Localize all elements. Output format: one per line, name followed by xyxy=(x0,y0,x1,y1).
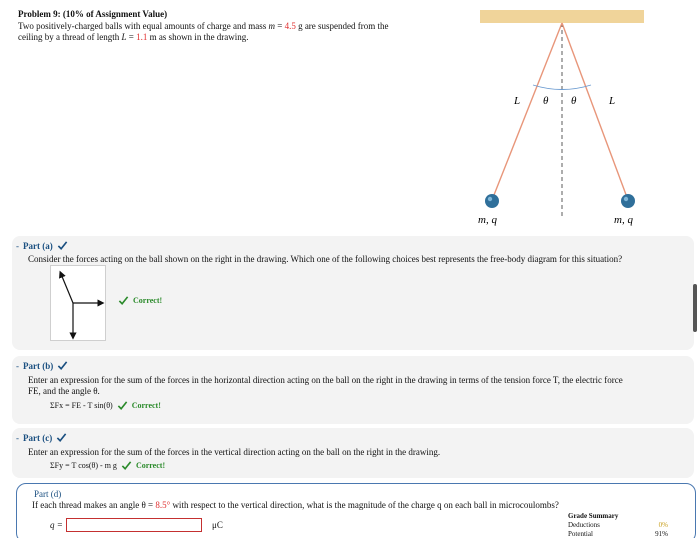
charge-answer-input[interactable] xyxy=(66,518,202,532)
part-b-label: Part (b) xyxy=(23,360,54,371)
grade-summary-title: Grade Summary xyxy=(568,512,619,520)
part-d-angle: 8.5° xyxy=(155,500,171,510)
part-c-question: Enter an expression for the sum of the forces in the vertical direction acting on the ball on the right in the drawing. xyxy=(28,447,441,457)
length-variable: L xyxy=(121,32,127,42)
length-equals: = xyxy=(126,32,137,42)
part-d-question-b: with respect to the vertical direction, what is the magnitude of the charge q on each ball in microcoulombs? xyxy=(170,500,559,510)
deductions-row xyxy=(568,521,668,530)
check-icon xyxy=(56,432,67,443)
ceiling xyxy=(480,10,644,23)
left-ball-highlight xyxy=(488,197,492,201)
part-d-header xyxy=(34,489,61,499)
q-input-label: q = xyxy=(50,520,63,530)
deductions-value: 0% xyxy=(658,521,668,529)
part-b-question xyxy=(28,375,692,397)
part-d-question-a: If each thread makes an angle θ = xyxy=(32,500,156,510)
problem-title: Problem 9: (10% of Assignment Value) xyxy=(18,9,168,19)
mass-value: 4.5 xyxy=(284,21,296,31)
part-a-header[interactable] xyxy=(16,240,68,251)
potential-row xyxy=(568,530,668,538)
part-c-expression: ΣFy = T cos(θ) - m g xyxy=(50,461,117,470)
mass-equals: = xyxy=(274,21,285,31)
correct-text: Correct! xyxy=(135,461,166,470)
part-c-answer xyxy=(50,460,165,471)
correct-text: Correct! xyxy=(131,401,161,410)
label-L-right: L xyxy=(609,95,616,107)
unit-label: μC xyxy=(212,520,223,530)
length-value: 1.1 xyxy=(136,32,148,42)
right-ball-highlight xyxy=(624,197,628,201)
part-d-question xyxy=(32,500,652,511)
problem-statement xyxy=(18,21,438,43)
grade-summary xyxy=(568,512,668,538)
right-ball xyxy=(621,194,635,208)
part-b-answer xyxy=(50,400,161,411)
collapse-dash-icon: - xyxy=(16,360,19,371)
part-c-header[interactable] xyxy=(16,432,67,443)
scrollbar[interactable] xyxy=(693,284,697,332)
label-theta-left: θ xyxy=(543,95,549,107)
correct-check-icon xyxy=(117,400,128,411)
left-ball xyxy=(485,194,499,208)
mass-variable: m xyxy=(268,21,275,31)
part-a-question: Consider the forces acting on the ball shown on the right in the drawing. Which one of the following choices best represents the free-body diagram for this situation? xyxy=(28,254,623,264)
part-c-label: Part (c) xyxy=(23,432,53,443)
part-a-feedback xyxy=(118,295,162,306)
free-body-diagram xyxy=(50,265,106,341)
label-mq-right: m, q xyxy=(614,214,633,226)
right-thread xyxy=(562,23,628,200)
correct-check-icon xyxy=(121,460,132,471)
correct-check-icon xyxy=(118,295,129,306)
free-body-diagram-svg xyxy=(51,266,107,342)
collapse-dash-icon: - xyxy=(16,432,19,443)
part-d-label: Part (d) xyxy=(34,489,62,499)
pendulum-diagram xyxy=(460,8,660,230)
part-b-expression: ΣFx = FE - T sin(θ) xyxy=(50,401,113,410)
label-mq-left: m, q xyxy=(478,214,497,226)
label-theta-right: θ xyxy=(571,95,577,107)
mass-unit: g are suspended from the xyxy=(295,21,389,31)
part-b-question-line2: FE, and the angle θ. xyxy=(28,386,100,396)
tension-arrow xyxy=(61,274,73,303)
left-thread xyxy=(492,23,562,200)
statement-line2-b: m as shown in the drawing. xyxy=(147,32,249,42)
check-icon xyxy=(57,360,68,371)
label-L-left: L xyxy=(514,95,521,107)
potential-value: 91% xyxy=(655,530,668,538)
potential-label: Potential xyxy=(568,530,593,538)
correct-text: Correct! xyxy=(133,296,163,305)
check-icon xyxy=(57,240,68,251)
part-b-header[interactable] xyxy=(16,360,68,371)
part-a-label: Part (a) xyxy=(23,240,53,251)
collapse-dash-icon: - xyxy=(16,240,19,251)
statement-line2-a: ceiling by a thread of length xyxy=(18,32,122,42)
statement-line1-a: Two positively-charged balls with equal amounts of charge and mass xyxy=(18,21,269,31)
part-b-question-line1: Enter an expression for the sum of the forces in the horizontal direction acting on the ball on the right in the drawing in terms of the tension force T, the electric force xyxy=(28,375,623,385)
deductions-label: Deductions xyxy=(568,521,600,529)
